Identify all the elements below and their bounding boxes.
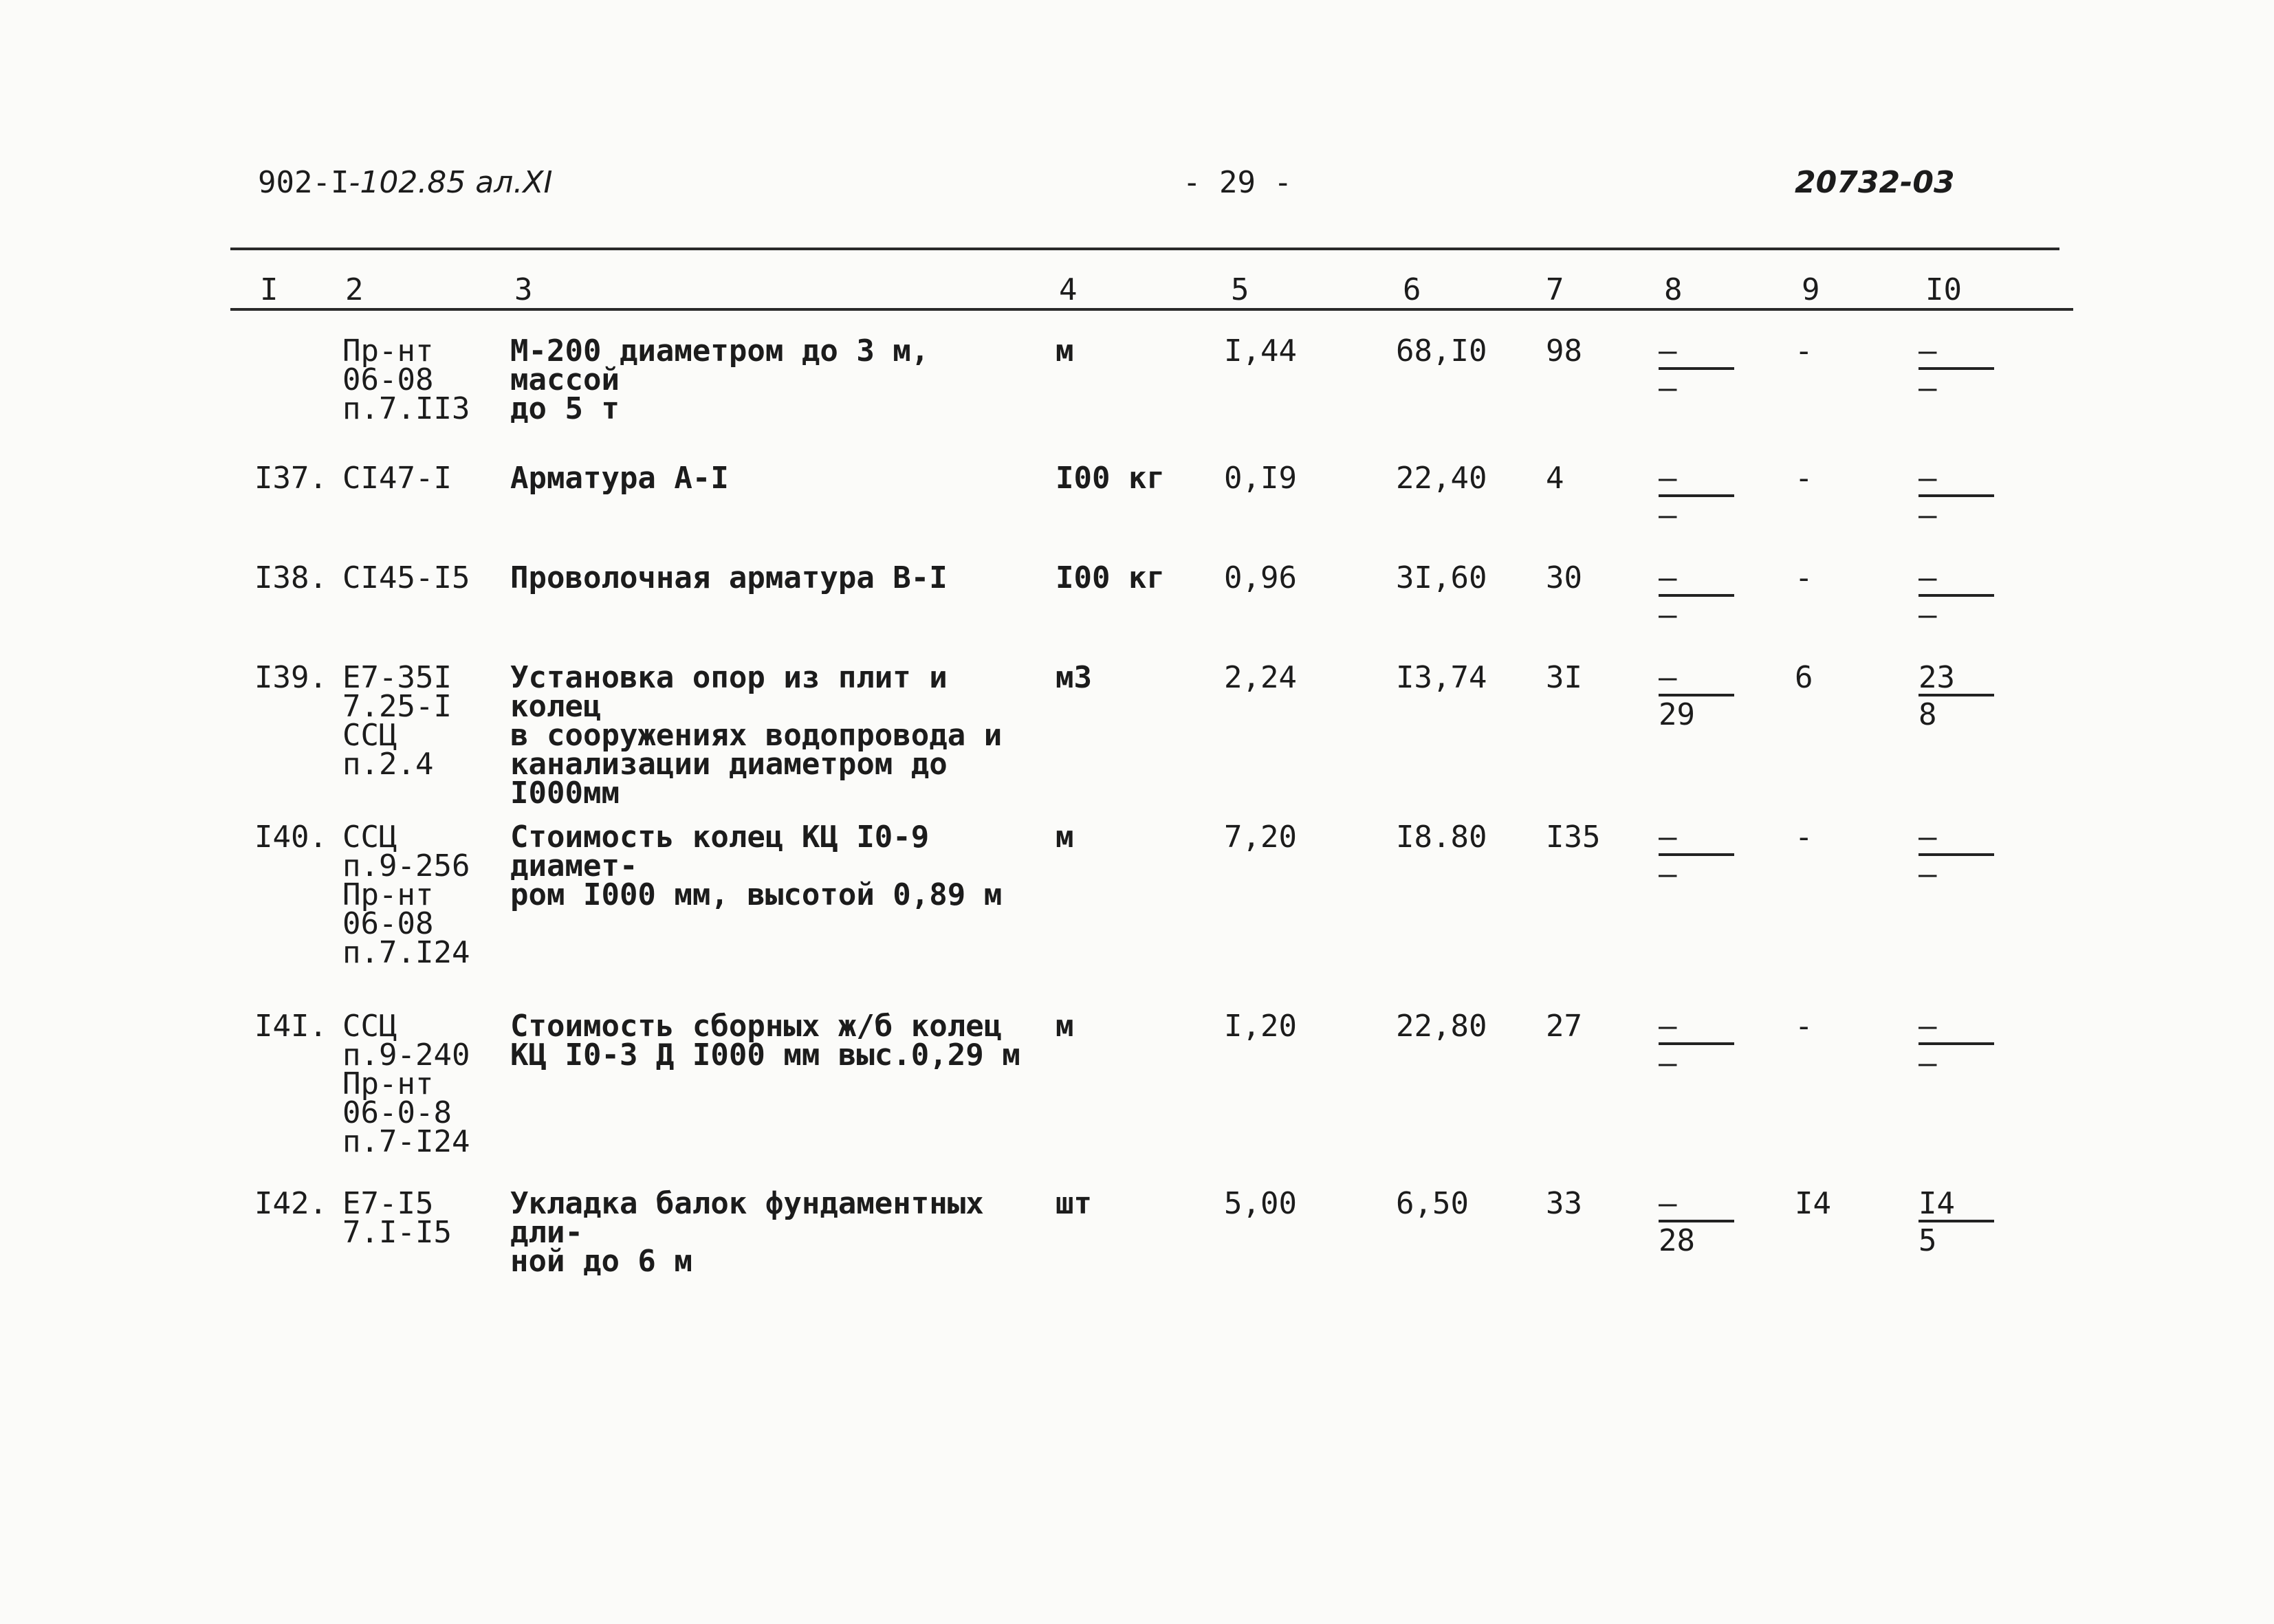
row-price: I8.80 (1396, 820, 1487, 855)
col8-top: – (1659, 333, 1677, 369)
col8-fraction (1659, 820, 1734, 892)
col10-fraction (1918, 1009, 1994, 1081)
row-price: 22,40 (1396, 461, 1487, 496)
col10-bottom: – (1918, 371, 1937, 406)
row-unit: м3 (1056, 660, 1092, 695)
row-total: 33 (1546, 1186, 1582, 1221)
row-total: I35 (1546, 820, 1601, 855)
row-number: I40. (254, 820, 327, 855)
col8-top: – (1659, 1009, 1677, 1044)
col8-bottom: – (1659, 597, 1677, 633)
column-header-2: 2 (345, 272, 364, 307)
row-price: 22,80 (1396, 1009, 1487, 1044)
header-rule (230, 308, 2073, 311)
col10-bottom: – (1918, 597, 1937, 633)
column-header-5: 5 (1231, 272, 1249, 307)
col10-fraction (1918, 660, 1994, 732)
row-quantity: 0,I9 (1224, 461, 1297, 496)
row-code: СI45-I5 (342, 560, 470, 595)
col10-bottom: 5 (1918, 1223, 1937, 1258)
row-number: I38. (254, 560, 327, 595)
row-code: СI47-I (342, 461, 452, 496)
row-code: ССЦ п.9-256 Пр-нт 06-08 п.7.I24 (342, 820, 470, 970)
row-col9: - (1795, 1009, 1813, 1044)
row-price: 6,50 (1396, 1186, 1469, 1221)
column-header-3: 3 (514, 272, 533, 307)
column-header-1: I (260, 272, 278, 307)
col8-top: – (1659, 560, 1677, 595)
col8-fraction (1659, 333, 1734, 406)
row-description: Стоимость колец КЦ I0-9 диамет- ром I000 мм, высотой 0,89 м (510, 820, 1003, 912)
column-header-10: I0 (1925, 272, 1962, 307)
col10-top: – (1918, 333, 1937, 369)
row-description: Проволочная арматура В-I (510, 560, 948, 595)
row-description: Арматура А-I (510, 461, 729, 496)
column-header-6: 6 (1403, 272, 1421, 307)
row-quantity: 7,20 (1224, 820, 1297, 855)
row-quantity: I,20 (1224, 1009, 1297, 1044)
col10-top: – (1918, 820, 1937, 855)
top-rule (230, 248, 2059, 250)
col8-bottom: – (1659, 1046, 1677, 1081)
row-quantity: I,44 (1224, 333, 1297, 369)
row-unit: м (1056, 333, 1074, 369)
col8-fraction (1659, 461, 1734, 533)
col8-fraction (1659, 660, 1734, 732)
row-total: 3I (1546, 660, 1582, 695)
row-number: I4I. (254, 1009, 327, 1044)
row-unit: шт (1056, 1186, 1092, 1221)
row-price: 3I,60 (1396, 560, 1487, 595)
row-code: Е7-35I 7.25-I ССЦ п.2.4 (342, 660, 452, 782)
row-col9: - (1795, 560, 1813, 595)
row-col9: I4 (1795, 1186, 1831, 1221)
col10-bottom: – (1918, 498, 1937, 533)
col10-top: – (1918, 560, 1937, 595)
row-total: 30 (1546, 560, 1582, 595)
row-number: I37. (254, 461, 327, 496)
row-number: I42. (254, 1186, 327, 1221)
col10-top: 23 (1918, 660, 1955, 695)
col8-top: – (1659, 461, 1677, 496)
col10-fraction (1918, 820, 1994, 892)
col10-fraction (1918, 560, 1994, 633)
col8-bottom: – (1659, 498, 1677, 533)
document-number (258, 165, 552, 200)
col8-top: – (1659, 820, 1677, 855)
page-number: - 29 - (1183, 165, 1292, 200)
document-prefix: 902-I (258, 165, 349, 200)
col8-bottom: – (1659, 371, 1677, 406)
document-code: 20732-03 (1795, 165, 1955, 200)
row-col9: - (1795, 820, 1813, 855)
row-quantity: 2,24 (1224, 660, 1297, 695)
col10-top: – (1918, 1009, 1937, 1044)
row-number: I39. (254, 660, 327, 695)
row-code: Е7-I5 7.I-I5 (342, 1186, 452, 1250)
row-col9: - (1795, 333, 1813, 369)
col8-top: – (1659, 1186, 1677, 1221)
column-header-4: 4 (1059, 272, 1078, 307)
col10-bottom: 8 (1918, 697, 1937, 732)
row-unit: I00 кг (1056, 560, 1165, 595)
row-unit: I00 кг (1056, 461, 1165, 496)
col8-top: – (1659, 660, 1677, 695)
column-header-8: 8 (1664, 272, 1683, 307)
col10-top: – (1918, 461, 1937, 496)
column-header-9: 9 (1802, 272, 1820, 307)
row-code: Пр-нт 06-08 п.7.II3 (342, 333, 470, 426)
col10-bottom: – (1918, 857, 1937, 892)
row-col9: 6 (1795, 660, 1813, 695)
document-suffix-handwritten: -102.85 ал.XI (349, 165, 553, 200)
row-code: ССЦ п.9-240 Пр-нт 06-0-8 п.7-I24 (342, 1009, 470, 1159)
row-quantity: 0,96 (1224, 560, 1297, 595)
row-description: Укладка балок фундаментных дли- ной до 6 м (510, 1186, 984, 1279)
col8-fraction (1659, 1186, 1734, 1258)
row-price: I3,74 (1396, 660, 1487, 695)
row-description: Установка опор из плит и колец в сооружениях водопровода и канализации диаметром до I000мм (510, 660, 1003, 811)
col10-bottom: – (1918, 1046, 1937, 1081)
col8-bottom: 28 (1659, 1223, 1695, 1258)
col10-fraction (1918, 333, 1994, 406)
row-total: 4 (1546, 461, 1564, 496)
row-price: 68,I0 (1396, 333, 1487, 369)
row-total: 27 (1546, 1009, 1582, 1044)
col8-fraction (1659, 1009, 1734, 1081)
col8-bottom: – (1659, 857, 1677, 892)
row-quantity: 5,00 (1224, 1186, 1297, 1221)
col8-fraction (1659, 560, 1734, 633)
row-unit: м (1056, 1009, 1074, 1044)
column-header-7: 7 (1546, 272, 1564, 307)
row-total: 98 (1546, 333, 1582, 369)
col8-bottom: 29 (1659, 697, 1695, 732)
row-unit: м (1056, 820, 1074, 855)
col10-top: I4 (1918, 1186, 1955, 1221)
row-description: Стоимость сборных ж/б колец КЦ I0-3 Д I000 мм выс.0,29 м (510, 1009, 1020, 1073)
col10-fraction (1918, 1186, 1994, 1258)
row-description: М-200 диаметром до 3 м, массой до 5 т (510, 333, 930, 426)
col10-fraction (1918, 461, 1994, 533)
row-col9: - (1795, 461, 1813, 496)
